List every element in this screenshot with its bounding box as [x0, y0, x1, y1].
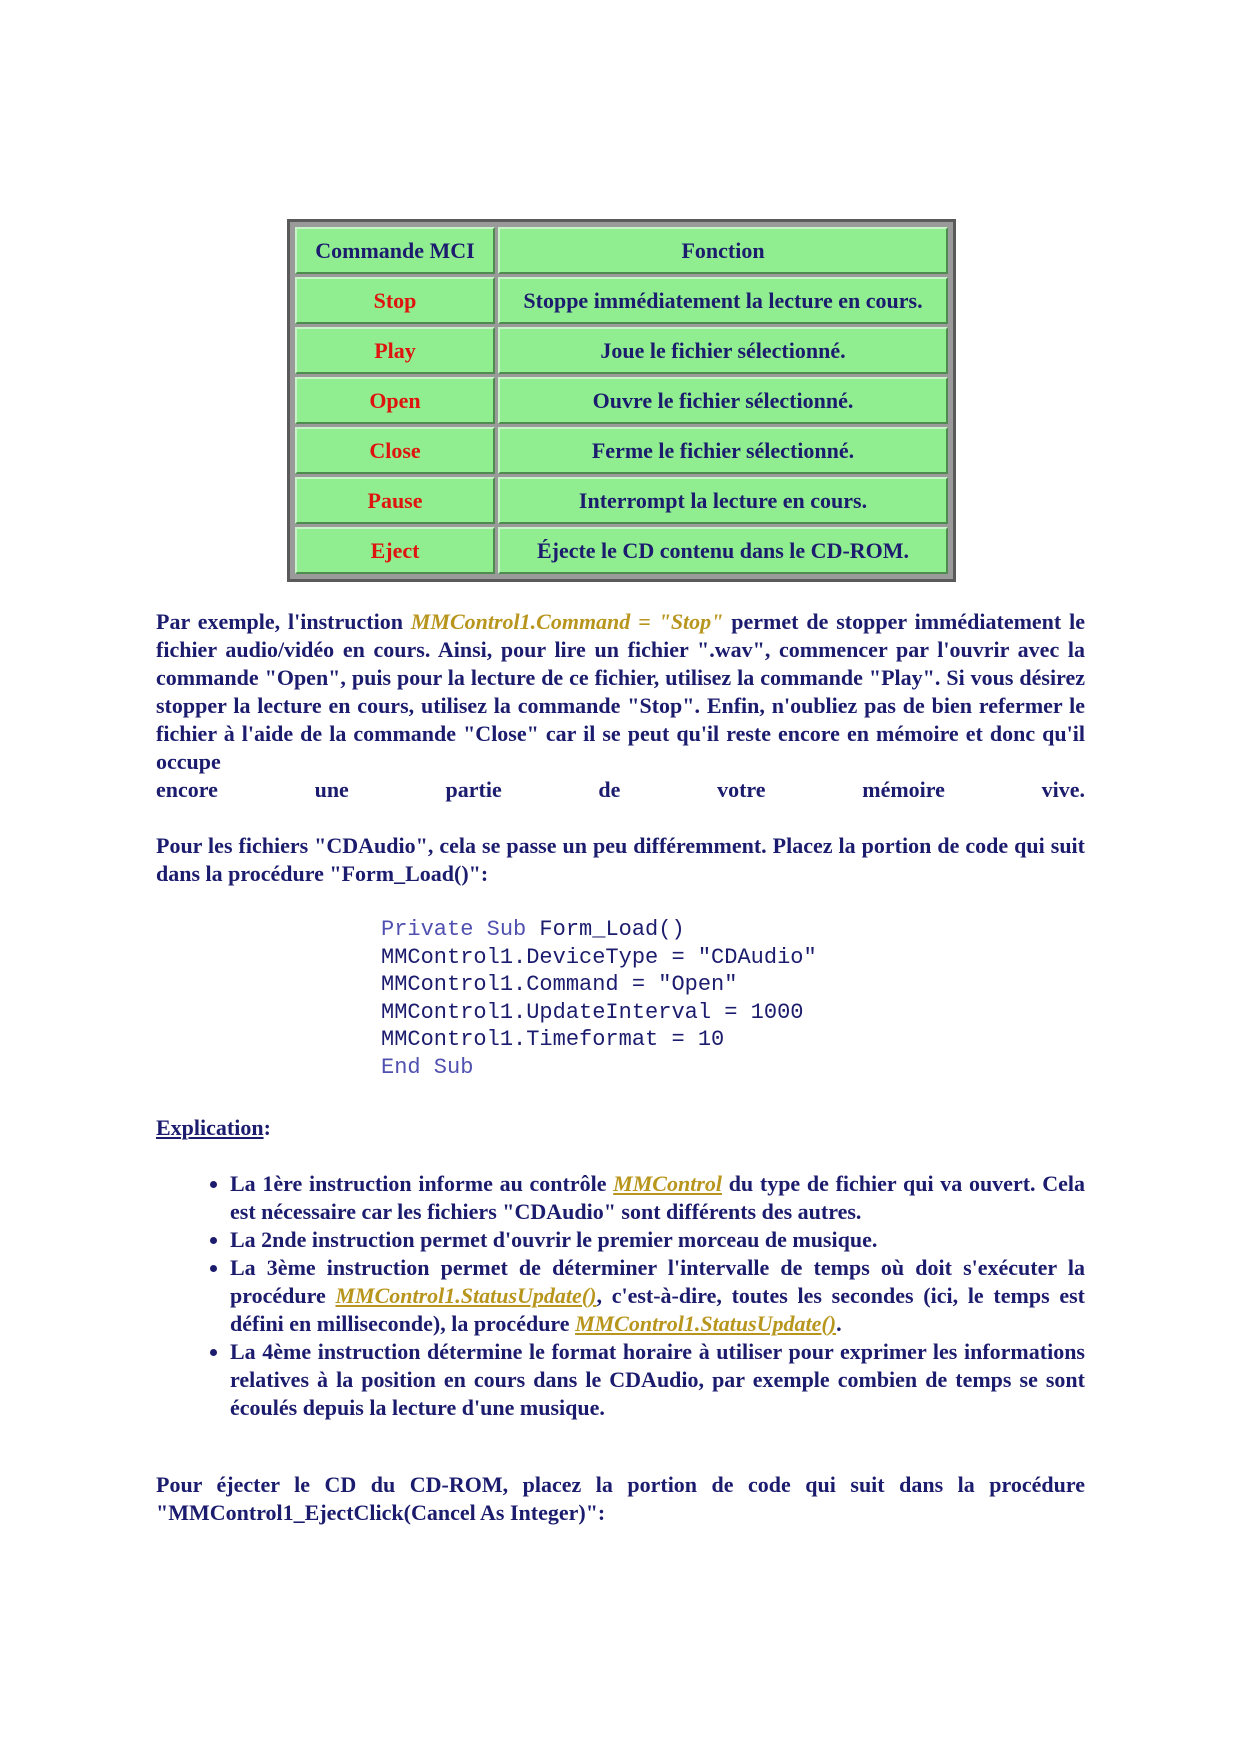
- bullet-text: du type de fichier qui va ouvert. Cela est nécessaire car les fichiers "CDAudio" sont différents des autres.: [230, 1171, 1085, 1224]
- bullet-text: .: [836, 1311, 842, 1336]
- para1-before: Par exemple, l'instruction: [156, 609, 411, 634]
- header-command: Commande MCI: [295, 227, 495, 274]
- cell-command: Play: [295, 327, 495, 374]
- mmcontrol-link[interactable]: MMControl: [613, 1171, 722, 1196]
- bullet-text: , c'est-à-dire, toutes les secondes (ici, le temps est défini en milliseconde), la procédure: [230, 1283, 1086, 1336]
- mci-commands-table: [287, 219, 956, 582]
- table-row: [295, 327, 948, 374]
- code-keyword: End Sub: [381, 1054, 474, 1080]
- cell-command: Pause: [295, 477, 495, 524]
- table-row: [295, 427, 948, 474]
- code-line: MMControl1.UpdateInterval = 1000: [381, 999, 804, 1025]
- cell-function: Joue le fichier sélectionné.: [498, 327, 948, 374]
- header-function: Fonction: [498, 227, 948, 274]
- code-line: Form_Load(): [526, 917, 685, 942]
- cell-function: Ferme le fichier sélectionné.: [498, 427, 948, 474]
- code-line: MMControl1.DeviceType = "CDAudio": [381, 944, 817, 970]
- paragraph-eject-intro: Pour éjecter le CD du CD-ROM, placez la portion de code qui suit dans la procédure "MMControl1_EjectClick(Cancel As Integer)":: [156, 1472, 1085, 1525]
- cell-function: Stoppe immédiatement la lecture en cours.: [498, 277, 948, 324]
- code-keyword: Private Sub: [381, 917, 527, 942]
- cell-command: Close: [295, 427, 495, 474]
- list-item: [230, 1254, 1085, 1338]
- table-header-row: [295, 227, 948, 274]
- cell-command: Stop: [295, 277, 495, 324]
- table-row: [295, 527, 948, 574]
- cell-function: Interrompt la lecture en cours.: [498, 477, 948, 524]
- code-line: MMControl1.Command = "Open": [381, 972, 738, 998]
- cell-command: Eject: [295, 527, 495, 574]
- explication-colon: :: [263, 1115, 271, 1140]
- list-item: • La 4ème instruction détermine le format horaire à utiliser pour exprimer les informations relatives à la position en cours dans le CDAudio, par exemple combien de temps se sont écoulés depuis la lecture d'une musique.: [230, 1338, 1085, 1422]
- table-row: [295, 277, 948, 324]
- list-item: • La 2nde instruction permet d'ouvrir le premier morceau de musique.: [230, 1226, 1085, 1254]
- para1-last-line: encore une partie de votre mémoire vive.: [156, 777, 1085, 802]
- explication-heading-text: Explication: [156, 1115, 264, 1140]
- explication-heading: [156, 1115, 271, 1141]
- para1-after: permet de stopper immédiatement le fichier audio/vidéo en cours. Ainsi, pour lire un fichier ".wav", commencer par l'ouvrir avec la commande "Open", puis pour la lecture de ce fichier, utilisez la commande "Play". Si vous désirez stopper la lecture en cours, utilisez la commande "Stop". Enfin, n'oubliez pas de bien refermer le fichier à l'aide de la commande "Close" car il se peut qu'il reste encore en mémoire et donc qu'il occupe: [156, 609, 1086, 774]
- cell-function: Ouvre le fichier sélectionné.: [498, 377, 948, 424]
- explication-list: [196, 1170, 1085, 1422]
- para1-code: MMControl1.Command = "Stop": [410, 609, 724, 634]
- list-item: [230, 1170, 1085, 1226]
- bullet-text: La 1ère instruction informe au contrôle: [230, 1171, 614, 1196]
- table-row: [295, 377, 948, 424]
- paragraph-cdaudio-intro: Pour les fichiers "CDAudio", cela se passe un peu différemment. Placez la portion de code qui suit dans la procédure "Form_Load()":: [156, 833, 1085, 886]
- cell-function: Éjecte le CD contenu dans le CD-ROM.: [498, 527, 948, 574]
- code-block-form-load: [381, 916, 817, 1082]
- paragraph-stop-example: [156, 608, 1085, 804]
- table-row: [295, 477, 948, 524]
- bullet-text: La 3ème instruction permet de déterminer l'intervalle de temps où doit s'exécuter la procédure: [230, 1255, 1085, 1308]
- status-update-link[interactable]: MMControl1.StatusUpdate(): [335, 1283, 597, 1308]
- code-line: MMControl1.Timeformat = 10: [381, 1027, 725, 1053]
- status-update-link[interactable]: MMControl1.StatusUpdate(): [575, 1311, 837, 1336]
- cell-command: Open: [295, 377, 495, 424]
